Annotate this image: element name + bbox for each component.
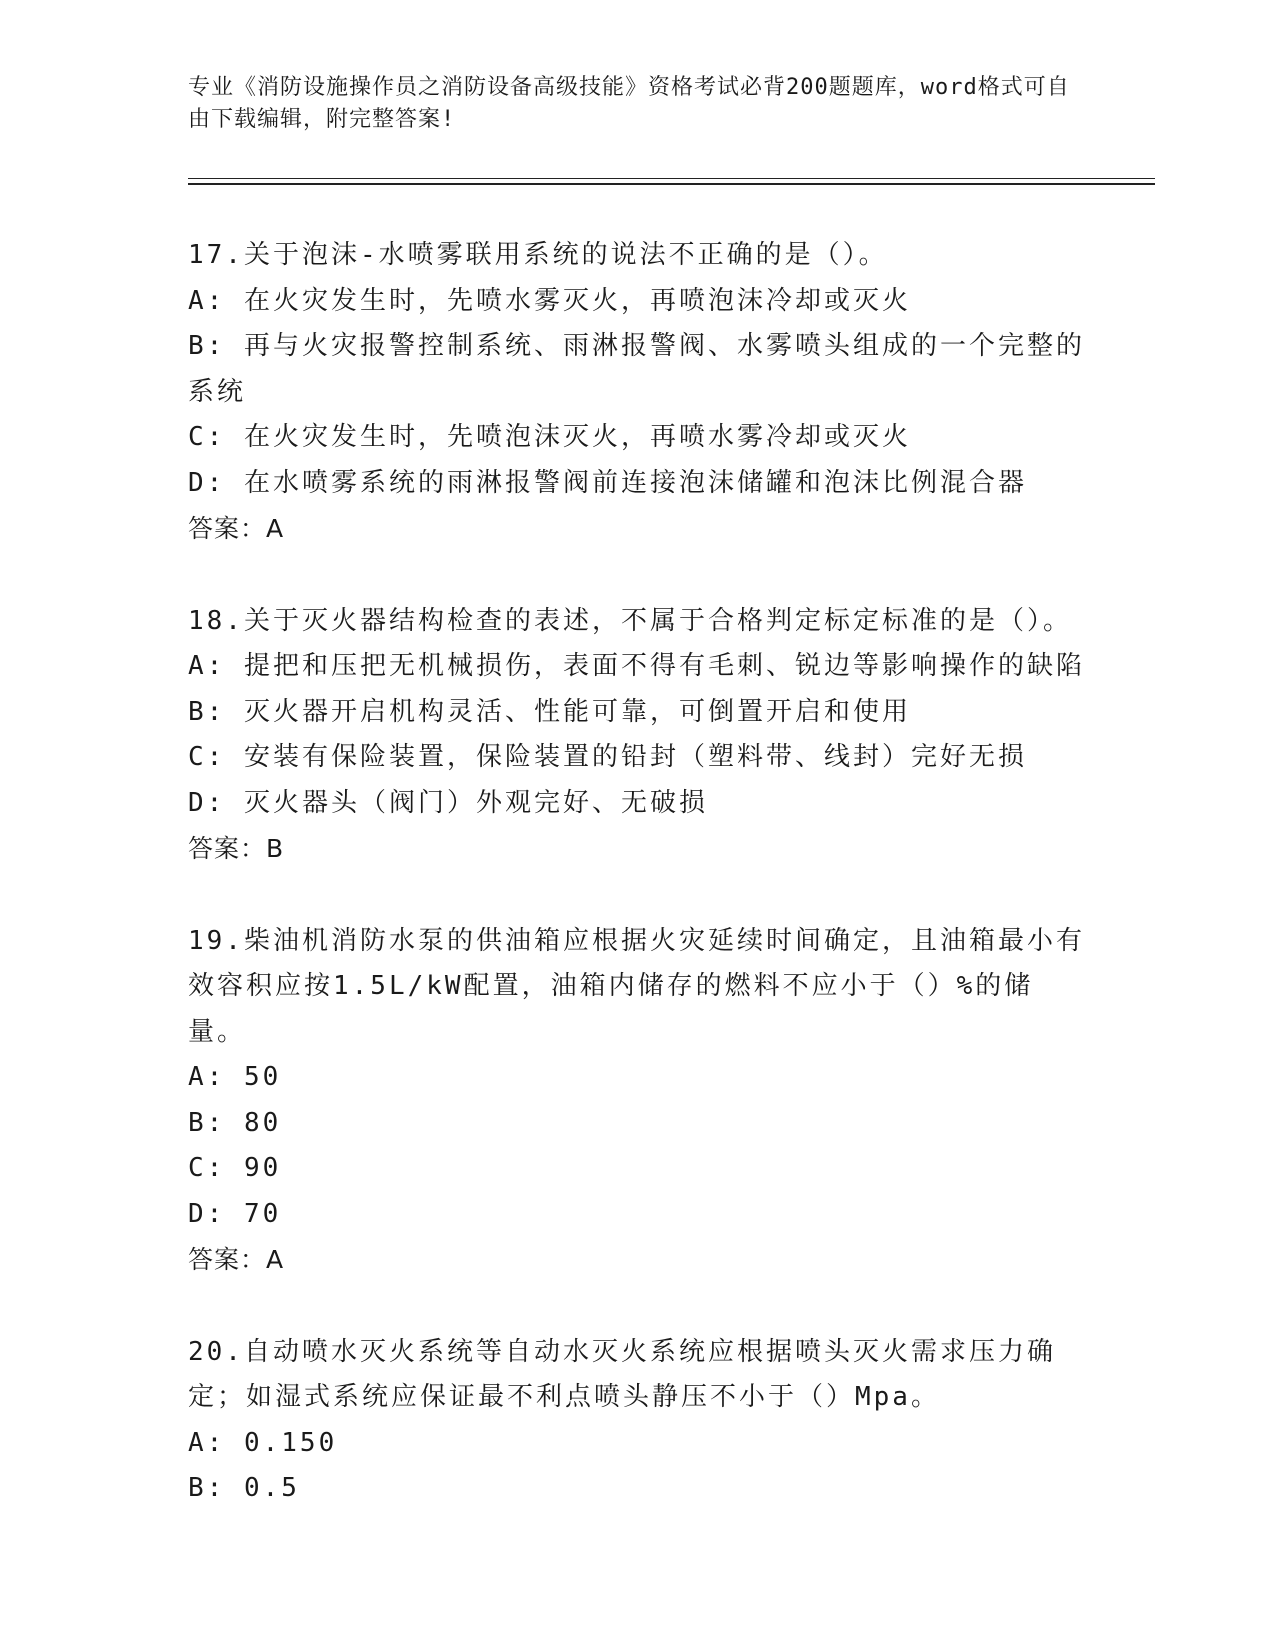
- question-20: [188, 1330, 1088, 1512]
- answer: 答案：A: [188, 514, 285, 543]
- header-rule-thin: [188, 178, 1155, 179]
- option-d: D: 70: [188, 1198, 282, 1229]
- option-b: B: 再与火灾报警控制系统、雨淋报警阀、水雾喷头组成的一个完整的系统: [188, 331, 1085, 407]
- option-c: C: 90: [188, 1153, 282, 1183]
- option-b: B: 灭火器开启机构灵活、性能可靠，可倒置开启和使用: [188, 696, 911, 727]
- option-a: A: 在火灾发生时，先喷水雾灭火，再喷泡沫冷却或灭火: [188, 285, 911, 316]
- option-b: B: 80: [188, 1107, 282, 1138]
- question-stem: 20.自动喷水灭火系统等自动水灭火系统应根据喷头灭火需求压力确定；如湿式系统应保证最不利点喷头静压不小于（）Mpa。: [188, 1336, 1056, 1412]
- option-d: D: 在水喷雾系统的雨淋报警阀前连接泡沫储罐和泡沫比例混合器: [188, 467, 1027, 498]
- question-list: [188, 233, 1088, 1559]
- document-header: 专业《消防设施操作员之消防设备高级技能》资格考试必背200题题库，word格式可自由下载编辑，附完整答案!: [188, 75, 1070, 132]
- question-19: [188, 919, 1088, 1283]
- option-a: A: 0.150: [188, 1427, 338, 1458]
- question-stem: 17.关于泡沫-水喷雾联用系统的说法不正确的是（）。: [188, 240, 888, 270]
- option-c: C: 安装有保险装置，保险装置的铅封（塑料带、线封）完好无损: [188, 742, 1027, 772]
- option-b: B: 0.5: [188, 1473, 300, 1503]
- question-stem: 19.柴油机消防水泵的供油箱应根据火灾延续时间确定，且油箱最小有效容积应按1.5L/kW配置，油箱内储存的燃料不应小于（）%的储量。: [188, 925, 1085, 1047]
- answer: 答案：B: [188, 834, 285, 863]
- question-17: [188, 233, 1088, 552]
- option-c: C: 在火灾发生时，先喷泡沫灭火，再喷水雾冷却或灭火: [188, 422, 911, 452]
- question-18: [188, 599, 1088, 872]
- option-a: A: 50: [188, 1062, 282, 1092]
- question-stem: 18.关于灭火器结构检查的表述，不属于合格判定标定标准的是（）。: [188, 605, 1072, 636]
- answer: 答案：A: [188, 1245, 285, 1274]
- header-rule-thick: [188, 183, 1155, 185]
- option-d: D: 灭火器头（阀门）外观完好、无破损: [188, 787, 708, 818]
- option-a: A: 提把和压把无机械损伤，表面不得有毛刺、锐边等影响操作的缺陷: [188, 651, 1085, 681]
